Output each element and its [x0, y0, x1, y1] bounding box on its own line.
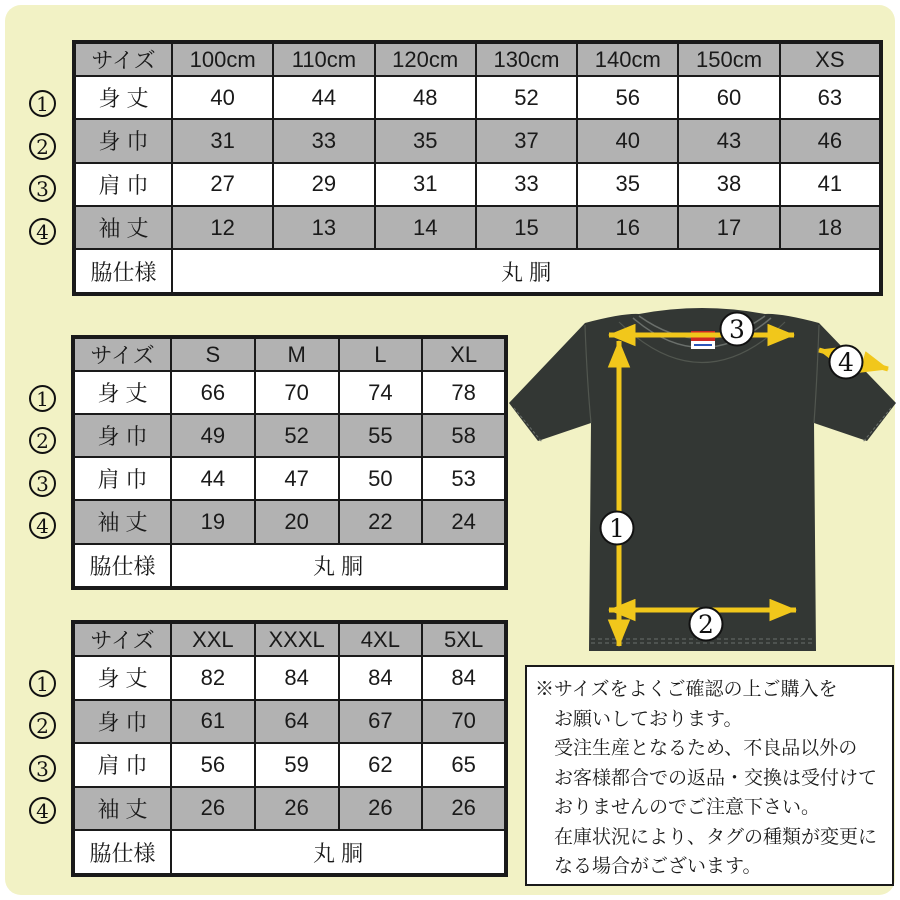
size-value: 65 — [422, 743, 506, 787]
size-value: 19 — [171, 500, 255, 543]
size-value: 63 — [780, 76, 881, 119]
table-footer-row — [73, 830, 506, 875]
size-value: 47 — [255, 457, 339, 500]
size-value: 35 — [375, 119, 476, 162]
size-value: 24 — [422, 500, 506, 543]
size-value: 35 — [577, 163, 678, 206]
column-header: 110cm — [273, 42, 374, 76]
size-value: 78 — [422, 371, 506, 414]
column-header: 100cm — [172, 42, 273, 76]
size-value: 31 — [375, 163, 476, 206]
row-label: 身 丈 — [73, 371, 171, 414]
size-value: 55 — [339, 414, 423, 457]
row-label: 脇仕様 — [73, 544, 171, 589]
table-footer-row — [73, 544, 506, 589]
column-header: L — [339, 337, 423, 371]
size-value: 56 — [577, 76, 678, 119]
size-value: 50 — [339, 457, 423, 500]
row-marker-2: 2 — [29, 133, 56, 160]
size-header-label: サイズ — [74, 42, 172, 76]
column-header: 4XL — [339, 622, 423, 656]
svg-text:4: 4 — [838, 348, 854, 377]
row-label: 脇仕様 — [73, 830, 171, 875]
table-row — [74, 163, 881, 206]
footer-value: 丸 胴 — [171, 544, 506, 589]
size-value: 43 — [678, 119, 779, 162]
row-marker-3: 3 — [29, 175, 56, 202]
size-value: 53 — [422, 457, 506, 500]
size-value: 37 — [476, 119, 577, 162]
diagram-marker-2 — [690, 608, 723, 641]
row-label: 袖 丈 — [73, 500, 171, 543]
column-header: 150cm — [678, 42, 779, 76]
size-header-label: サイズ — [73, 622, 171, 656]
size-value: 18 — [780, 206, 881, 249]
column-header: XXXL — [255, 622, 339, 656]
size-value: 46 — [780, 119, 881, 162]
size-value: 84 — [422, 656, 506, 700]
diagram-marker-1 — [601, 512, 634, 545]
size-value: 29 — [273, 163, 374, 206]
size-value: 20 — [255, 500, 339, 543]
size-header-label: サイズ — [73, 337, 171, 371]
table-row — [74, 76, 881, 119]
row-marker-4: 4 — [29, 512, 56, 539]
size-value: 52 — [476, 76, 577, 119]
size-value: 31 — [172, 119, 273, 162]
size-value: 40 — [172, 76, 273, 119]
size-value: 60 — [678, 76, 779, 119]
row-label: 身 丈 — [74, 76, 172, 119]
size-table-big-block — [71, 620, 508, 877]
footer-value: 丸 胴 — [171, 830, 506, 875]
size-value: 40 — [577, 119, 678, 162]
table-row — [73, 457, 506, 500]
notice-line: お願いしております。 — [554, 708, 743, 730]
table-row — [73, 656, 506, 700]
size-value: 84 — [255, 656, 339, 700]
row-marker-2: 2 — [29, 427, 56, 454]
size-value: 82 — [171, 656, 255, 700]
size-value: 17 — [678, 206, 779, 249]
row-label: 肩 巾 — [73, 743, 171, 787]
size-value: 33 — [476, 163, 577, 206]
size-value: 66 — [171, 371, 255, 414]
column-header: XS — [780, 42, 881, 76]
size-value: 16 — [577, 206, 678, 249]
size-value: 74 — [339, 371, 423, 414]
size-value: 13 — [273, 206, 374, 249]
size-value: 14 — [375, 206, 476, 249]
table-row — [73, 700, 506, 744]
size-value: 27 — [172, 163, 273, 206]
size-value: 70 — [422, 700, 506, 744]
size-value: 12 — [172, 206, 273, 249]
table-row — [73, 743, 506, 787]
notice-line: 在庫状況により、タグの種類が変更に — [554, 826, 878, 848]
row-label: 身 巾 — [74, 119, 172, 162]
row-marker-4: 4 — [29, 797, 56, 824]
size-value: 38 — [678, 163, 779, 206]
column-header: 130cm — [476, 42, 577, 76]
table-row — [73, 787, 506, 831]
notice-line: なる場合がございます。 — [554, 856, 762, 877]
svg-text:2: 2 — [698, 610, 714, 639]
row-label: 身 丈 — [73, 656, 171, 700]
column-header: S — [171, 337, 255, 371]
size-value: 67 — [339, 700, 423, 744]
size-value: 61 — [171, 700, 255, 744]
row-marker-2: 2 — [29, 712, 56, 739]
size-value: 64 — [255, 700, 339, 744]
tshirt-measure-diagram — [505, 301, 900, 666]
svg-text:3: 3 — [729, 315, 745, 344]
size-value: 26 — [422, 787, 506, 831]
notice-line: おりませんのでご注意下さい。 — [554, 797, 821, 818]
table-row — [73, 414, 506, 457]
column-header: 5XL — [422, 622, 506, 656]
row-marker-1: 1 — [29, 670, 56, 697]
svg-text:1: 1 — [609, 514, 625, 543]
size-table-big — [71, 620, 508, 877]
column-header: XL — [422, 337, 506, 371]
size-value: 49 — [171, 414, 255, 457]
column-header: M — [255, 337, 339, 371]
size-value: 44 — [171, 457, 255, 500]
row-label: 脇仕様 — [74, 249, 172, 294]
size-value: 15 — [476, 206, 577, 249]
row-marker-1: 1 — [29, 385, 56, 412]
table-row — [74, 119, 881, 162]
size-value: 26 — [339, 787, 423, 831]
row-marker-3: 3 — [29, 755, 56, 782]
size-value: 22 — [339, 500, 423, 543]
diagram-marker-3 — [721, 313, 754, 346]
size-table-kids-block — [72, 40, 883, 296]
table-footer-row — [74, 249, 881, 294]
size-value: 26 — [171, 787, 255, 831]
size-value: 58 — [422, 414, 506, 457]
table-row — [73, 500, 506, 543]
row-marker-3: 3 — [29, 470, 56, 497]
column-header: 120cm — [375, 42, 476, 76]
row-label: 肩 巾 — [74, 163, 172, 206]
size-value: 59 — [255, 743, 339, 787]
size-value: 56 — [171, 743, 255, 787]
size-value: 26 — [255, 787, 339, 831]
diagram-marker-4 — [830, 346, 863, 379]
row-marker-4: 4 — [29, 218, 56, 245]
notice-line: ※サイズをよくご確認の上ご購入を — [535, 679, 838, 700]
size-value: 84 — [339, 656, 423, 700]
table-row — [73, 371, 506, 414]
size-table-adult — [71, 335, 508, 590]
row-marker-1: 1 — [29, 90, 56, 117]
row-label: 袖 丈 — [73, 787, 171, 831]
notice-line: お客様都合での返品・交換は受付けて — [554, 767, 878, 789]
row-label: 袖 丈 — [74, 206, 172, 249]
size-table-adult-block — [71, 335, 508, 590]
size-value: 48 — [375, 76, 476, 119]
size-table-kids — [72, 40, 883, 296]
row-label: 身 巾 — [73, 700, 171, 744]
size-value: 62 — [339, 743, 423, 787]
footer-value: 丸 胴 — [172, 249, 881, 294]
size-value: 33 — [273, 119, 374, 162]
size-value: 52 — [255, 414, 339, 457]
size-value: 44 — [273, 76, 374, 119]
row-label: 身 巾 — [73, 414, 171, 457]
table-row — [74, 206, 881, 249]
purchase-notice-box — [525, 665, 894, 886]
column-header: 140cm — [577, 42, 678, 76]
notice-line: 受注生産となるため、不良品以外の — [554, 738, 858, 759]
size-value: 41 — [780, 163, 881, 206]
column-header: XXL — [171, 622, 255, 656]
size-value: 70 — [255, 371, 339, 414]
row-label: 肩 巾 — [73, 457, 171, 500]
size-spec-sheet — [5, 5, 895, 895]
